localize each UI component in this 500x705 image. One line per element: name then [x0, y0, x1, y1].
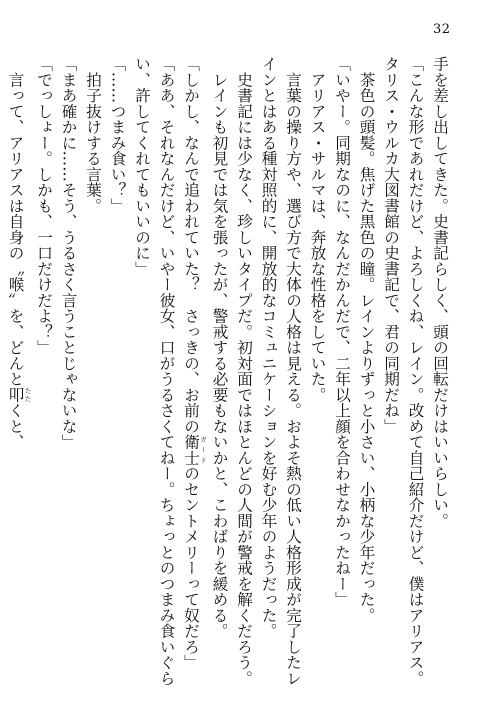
ruby-annotation: 叩 たた — [6, 386, 32, 403]
text-line: タリス・ウルカ大図書館の史書記で、君の同期だね」 — [382, 56, 400, 434]
text-line: 拍子抜けする言葉。 — [84, 56, 102, 214]
text-line: 茶色の頭髪。焦げた黒色の瞳。レインよりずっと小さい、小柄な少年だった。 — [357, 56, 376, 623]
ruby-annotation: 衛士 ガード — [182, 434, 207, 466]
text-line: 言って、アリアスは自身の〝喉〟を、どんと叩 たたくと、 — [6, 56, 32, 450]
text-line: 「ああ、それなんだけど、いやー彼女、口がうるさくてねー。ちょっとのつまみ食いぐら — [157, 56, 176, 686]
text-line: インとはある種対照的に、開放的なコミュニケーションを好む少年のようだった。 — [259, 56, 278, 639]
text-line: い、許してくれてもいいのに」 — [133, 56, 151, 277]
text-line: アリアス・サルマは、奔放な性格をしていた。 — [308, 56, 327, 403]
text-line: 手を差し出してきた。史書記らしく、頭の回転だけはいいらしい。 — [431, 56, 449, 529]
text-line: 「でっしょー。しかも、一口だけだよ？」 — [35, 56, 53, 356]
text-line: 「しかし、なんで追われていた？ さっきの、お前の衛士 ガードのセントメリーって奴だろ」 — [182, 56, 207, 671]
vertical-text-block — [3, 56, 452, 686]
text-line: 「まあ確かに……そう、うるさく言うことじゃないな」 — [59, 56, 78, 450]
text-line: 史書記には少なく、珍しいタイプだ。初対面ではほとんどの人間が警戒を解くだろう。 — [235, 56, 253, 686]
text-line: 言葉の操り方や、選び方で大体の人格は見える。およそ熱の低い人格形成が完了したレ — [284, 56, 302, 686]
ruby-reading: たた — [23, 386, 32, 403]
text-line: 「いやー。同期なのに、なんだかんだで、二年以上顔を合わせなかったねー」 — [333, 56, 351, 608]
page-number: 32 — [433, 22, 451, 37]
text-line: 「こんな形であれだけど、よろしくね、レイン。改めて自己紹介だけど、僕はアリアス。 — [406, 56, 425, 686]
text-line: 「……つまみ食い？」 — [108, 56, 127, 214]
ruby-reading: ガード — [199, 434, 207, 466]
text-line: レインも初見では気を張ったが、警戒する必要もないかと、こわばりを緩める。 — [210, 56, 229, 639]
